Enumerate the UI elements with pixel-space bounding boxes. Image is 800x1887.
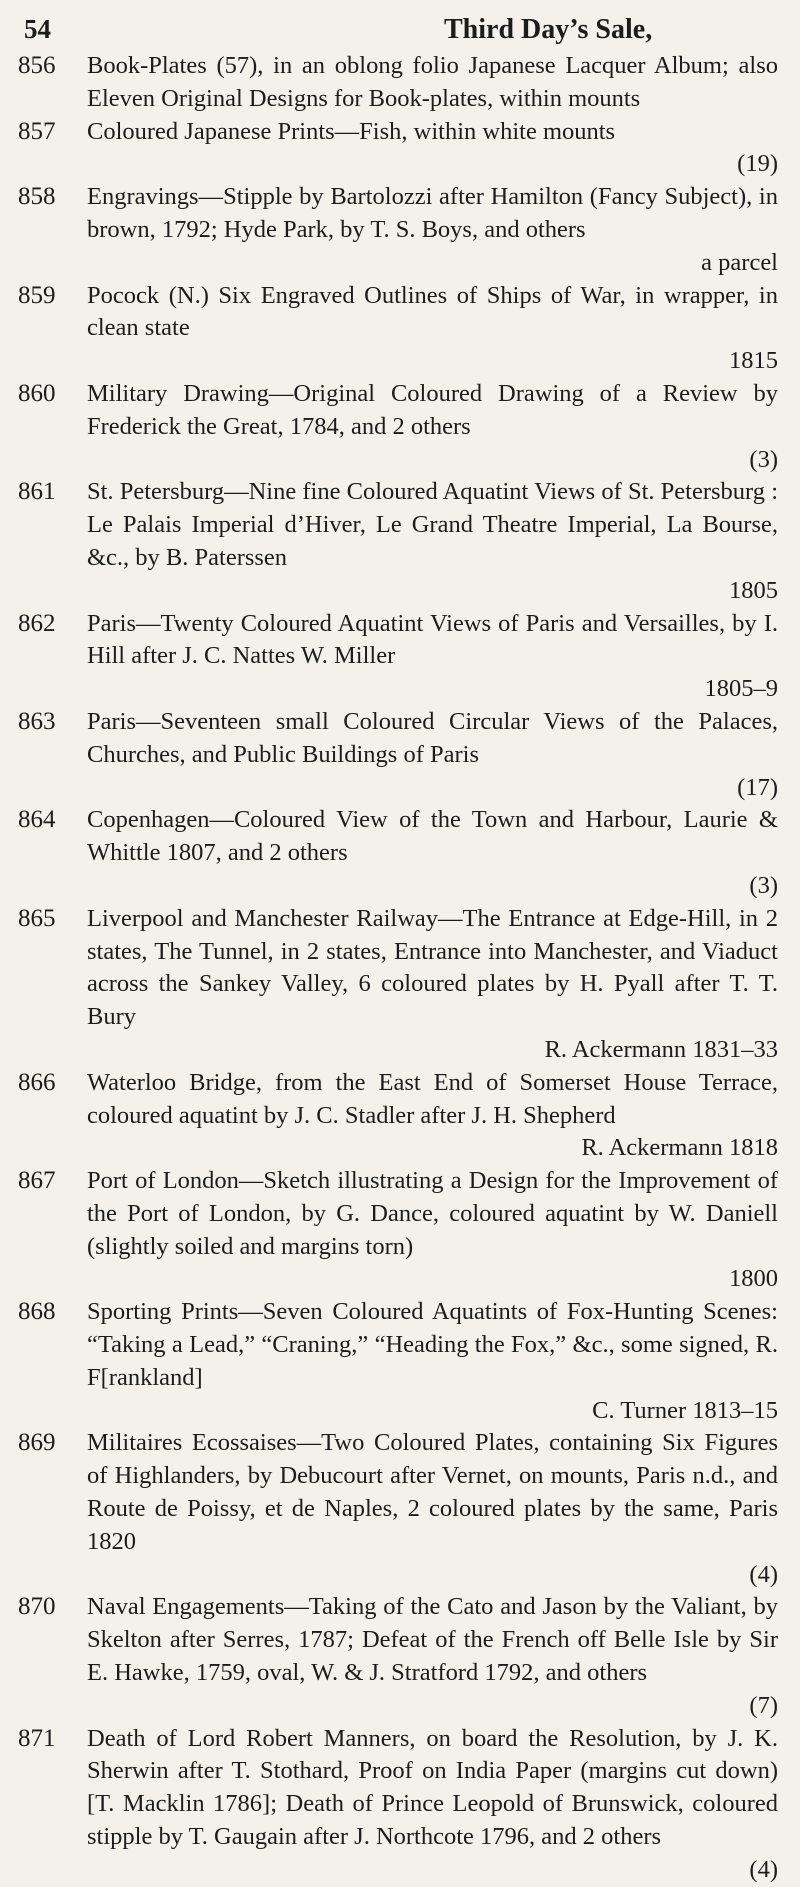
lot-publisher: R. Ackermann 1818: [581, 1134, 778, 1162]
lot-number: 861: [18, 478, 56, 506]
lot-description: Port of London—Sketch illustrating a Design for the Improvement of the Port of London, by G. Dance, coloured aquatint by W. Daniell (slightly soiled and margins torn): [87, 1167, 778, 1260]
lot-entry: [0, 1296, 800, 1427]
lot-number: 865: [18, 904, 56, 932]
lot-description: Militaires Ecossaises—Two Coloured Plates, containing Six Figures of Highlanders, by Debucourt after Vernet, on mounts, Paris n.d., and Route de Poissy, et de Naples, 2 coloured plates by the same, Paris 1820: [87, 1429, 778, 1555]
lot-date: 1815: [729, 347, 778, 375]
lot-entry: [0, 804, 800, 902]
lot-entry: [0, 116, 800, 182]
lot-description: Military Drawing—Original Coloured Drawing of a Review by Frederick the Great, 1784, and 2 others: [87, 379, 778, 440]
lot-quantity: (19): [737, 150, 778, 178]
lot-number: 871: [18, 1724, 56, 1752]
lot-list: [0, 50, 800, 1887]
lot-number: 863: [18, 707, 56, 735]
lot-description: Sporting Prints—Seven Coloured Aquatints of Fox-Hunting Scenes: “Taking a Lead,” “Craning,” “Heading the Fox,” &c., some signed, R. F[rankland]: [87, 1298, 778, 1391]
lot-description: Coloured Japanese Prints—Fish, within white mounts: [87, 117, 616, 145]
lot-description: Waterloo Bridge, from the East End of Somerset House Terrace, coloured aquatint by J. C. Stadler after J. H. Shepherd: [87, 1068, 778, 1129]
lot-description: Paris—Seventeen small Coloured Circular Views of the Palaces, Churches, and Public Buildings of Paris: [87, 707, 778, 768]
lot-description: Engravings—Stipple by Bartolozzi after Hamilton (Fancy Subject), in brown, 1792; Hyde Park, by T. S. Boys, and others: [87, 183, 778, 243]
lot-description: Liverpool and Manchester Railway—The Entrance at Edge-Hill, in 2 states, The Tunnel, in 2 states, Entrance into Manchester, and Viaduct across the Sankey Valley, 6 coloured plates by H. Pyall after T. T. Bury: [87, 904, 778, 1031]
page-number: 54: [24, 14, 51, 44]
lot-entry: [0, 1067, 800, 1165]
lot-number: 859: [18, 281, 56, 309]
lot-entry: [0, 903, 800, 1067]
lot-description: Pocock (N.) Six Engraved Outlines of Ships of War, in wrapper, in clean state: [87, 281, 778, 342]
lot-entry: [0, 706, 800, 804]
lot-quantity: a parcel: [701, 248, 778, 276]
lot-number: 869: [18, 1429, 56, 1457]
running-title: Third Day’s Sale,: [444, 14, 653, 45]
lot-entry: [0, 1723, 800, 1887]
lot-entry: [0, 476, 800, 607]
lot-number: 866: [18, 1068, 56, 1096]
lot-number: 862: [18, 609, 56, 637]
lot-date: 1805–9: [704, 675, 778, 703]
lot-quantity: (4): [749, 1855, 778, 1883]
page-header: [0, 14, 800, 50]
lot-description: Copenhagen—Coloured View of the Town and Harbour, Laurie & Whittle 1807, and 2 others: [87, 806, 778, 867]
lot-description: Death of Lord Robert Manners, on board the Resolution, by J. K. Sherwin after T. Stothard, Proof on India Paper (margins cut down) [T. Macklin 1786]; Death of Prince Leopold of Brunswick, coloured stipple by T. Gaugain after J. Northcote 1796, and 2 others: [87, 1724, 778, 1851]
lot-number: 856: [18, 52, 56, 79]
lot-quantity: (3): [749, 445, 778, 473]
lot-quantity: (17): [737, 773, 778, 801]
lot-entry: [0, 608, 800, 706]
lot-quantity: (3): [749, 871, 778, 899]
lot-description: Naval Engagements—Taking of the Cato and Jason by the Valiant, by Skelton after Serres, 1787; Defeat of the French off Belle Isle by Sir E. Hawke, 1759, oval, W. & J. Stratford 1792, and others: [87, 1593, 778, 1687]
lot-description: Paris—Twenty Coloured Aquatint Views of Paris and Versailles, by I. Hill after J. C. Nattes W. Miller: [87, 609, 778, 670]
lot-entry: [0, 378, 800, 476]
lot-entry: [0, 181, 800, 279]
lot-entry: [0, 1591, 800, 1722]
lot-number: 870: [18, 1593, 56, 1621]
lot-entry: [0, 280, 800, 378]
lot-publisher: C. Turner 1813–15: [592, 1396, 778, 1424]
lot-entry: [0, 1427, 800, 1591]
lot-quantity: (4): [749, 1560, 778, 1588]
lot-number: 864: [18, 806, 56, 834]
lot-description: Book-Plates (57), in an oblong folio Japanese Lacquer Album; also Eleven Original Designs for Book-plates, within mounts: [87, 52, 778, 112]
lot-date: 1800: [729, 1265, 778, 1293]
lot-entry: [0, 1165, 800, 1296]
lot-number: 857: [18, 117, 56, 145]
lot-number: 868: [18, 1298, 56, 1326]
lot-description: St. Petersburg—Nine fine Coloured Aquatint Views of St. Petersburg : Le Palais Imperial d’Hiver, Le Grand Theatre Imperial, La Bourse, &c., by B. Paterssen: [87, 478, 778, 571]
lot-entry: [0, 50, 800, 116]
lot-number: 867: [18, 1167, 56, 1195]
lot-publisher: R. Ackermann 1831–33: [544, 1035, 778, 1063]
lot-quantity: (7): [749, 1691, 778, 1719]
lot-number: 858: [18, 183, 56, 211]
lot-date: 1805: [729, 576, 778, 604]
lot-number: 860: [18, 379, 56, 407]
